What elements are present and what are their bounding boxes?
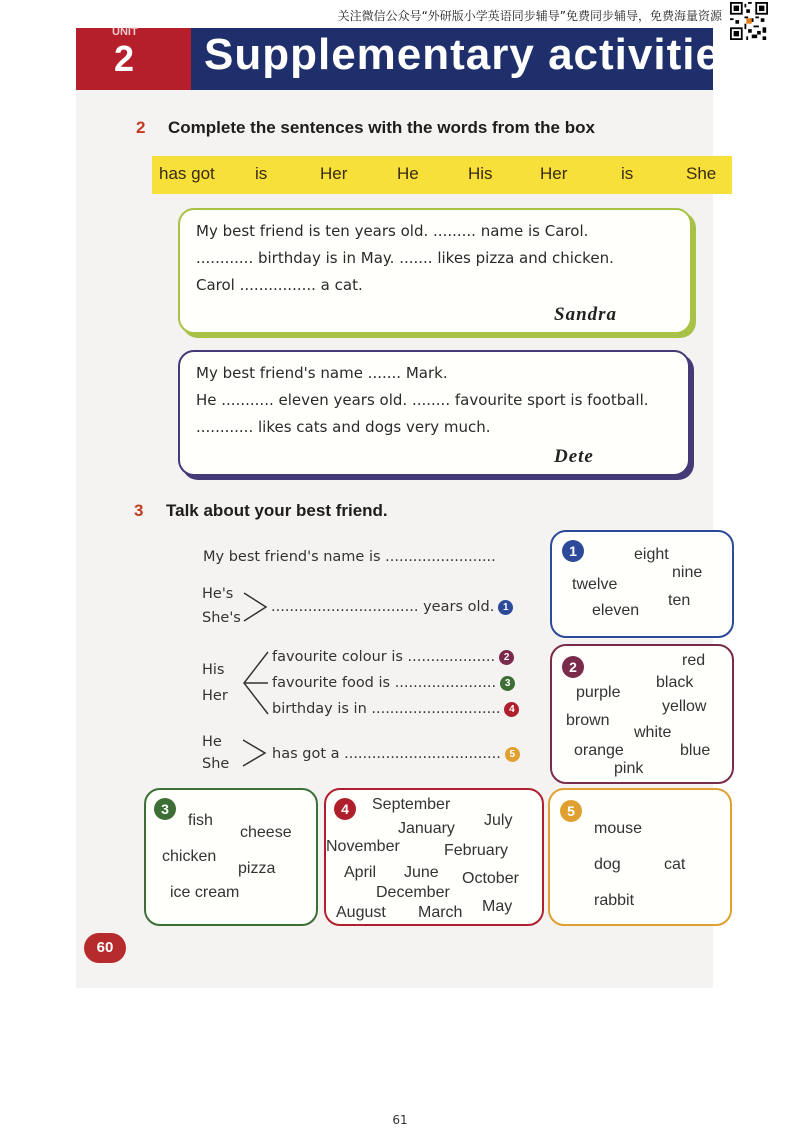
marker-3-icon: 3: [500, 676, 515, 691]
prompt-name: My best friend's name is ........................: [203, 549, 496, 565]
box-word: fish: [188, 812, 213, 829]
box-5-badge: 5: [560, 800, 582, 822]
friend-card-dete: [178, 350, 690, 476]
unit-banner: [76, 26, 747, 90]
card-line: Carol ................ a cat.: [196, 276, 363, 294]
prompt-his: His: [202, 662, 225, 678]
box-3-badge: 3: [154, 798, 176, 820]
box-word: black: [656, 674, 694, 691]
box-word: yellow: [662, 698, 707, 715]
box-word: July: [484, 812, 513, 829]
box-word: chicken: [162, 848, 217, 865]
box-word: twelve: [572, 576, 618, 593]
card-signature: Sandra: [554, 304, 618, 325]
box-word: March: [418, 904, 463, 921]
box-word: December: [376, 884, 450, 901]
friend-card-sandra: [178, 208, 692, 334]
box-3-food: [144, 788, 318, 926]
box-word: mouse: [594, 820, 643, 837]
box-word: rabbit: [594, 892, 635, 909]
box-word: blue: [680, 742, 711, 759]
box-word: nine: [672, 564, 703, 581]
box-word: red: [682, 652, 706, 669]
box-word: April: [344, 864, 377, 881]
card-line: My best friend's name ....... Mark.: [196, 364, 448, 382]
word-box: [152, 156, 732, 194]
box-word: pizza: [238, 860, 276, 877]
marker-5-icon: 5: [505, 747, 520, 762]
word-box-item: Her: [540, 164, 568, 183]
prompt-birthday-text: birthday is in ............................: [272, 701, 501, 717]
bracket-icon: [240, 650, 270, 716]
footer-page-number: 61: [392, 1113, 408, 1127]
card-line: ............ likes cats and dogs very much.: [196, 418, 491, 436]
prompt-has-got: [272, 746, 520, 762]
prompt-colour: [272, 649, 514, 665]
prompt-her: Her: [202, 688, 228, 704]
box-word: white: [634, 724, 672, 741]
prompt-years: [271, 599, 513, 615]
box-word: dog: [594, 856, 621, 873]
box-word: purple: [576, 684, 621, 701]
word-box-item: is: [621, 164, 634, 183]
box-word: eight: [634, 546, 669, 563]
word-box-item: is: [255, 164, 268, 183]
card-line: ............ birthday is in May. ....... likes pizza and chicken.: [196, 249, 614, 267]
box-word: February: [444, 842, 509, 859]
box-1-numbers: [550, 530, 734, 638]
box-word: brown: [566, 712, 610, 729]
section-2-number: 2: [136, 118, 146, 137]
page-number-badge: 60: [84, 933, 126, 963]
card-line: My best friend is ten years old. ......... name is Carol.: [196, 222, 589, 240]
section-3-number: 3: [134, 501, 144, 520]
prompt-years-text: ................................ years old.: [271, 599, 495, 615]
unit-label: UNIT: [112, 26, 138, 38]
box-word: eleven: [592, 602, 640, 619]
box-word: orange: [574, 742, 624, 759]
box-word: October: [462, 870, 519, 887]
marker-1-icon: 1: [498, 600, 513, 615]
card-signature: Dete: [554, 446, 594, 467]
box-word: cheese: [240, 824, 292, 841]
word-box-item: She: [686, 164, 717, 183]
prompt-hes: He's: [202, 586, 234, 602]
word-box-item: Her: [320, 164, 348, 183]
bracket-icon: [242, 591, 270, 625]
box-word: August: [336, 904, 386, 921]
box-2-badge: 2: [562, 656, 584, 678]
bracket-icon: [241, 738, 269, 770]
box-word: September: [372, 796, 451, 813]
word-box-item: His: [468, 164, 493, 183]
marker-4-icon: 4: [504, 702, 519, 717]
box-word: ten: [668, 592, 691, 609]
textbook-page: [76, 26, 747, 988]
page-title: Supplementary activities: [204, 30, 747, 79]
prompt-he: He: [202, 734, 222, 750]
prompt-food-text: favourite food is ......................: [272, 675, 497, 691]
prompt-shes: She's: [202, 610, 241, 626]
box-4-badge: 4: [334, 798, 356, 820]
marker-2-icon: 2: [499, 650, 514, 665]
unit-badge: [76, 28, 191, 90]
prompt-birthday: [272, 701, 519, 717]
section-2-instruction: Complete the sentences with the words from the box: [168, 118, 595, 137]
section-3-instruction: Talk about your best friend.: [166, 501, 388, 520]
box-word: cat: [664, 856, 686, 873]
box-5-animals: [548, 788, 732, 926]
box-2-colours: [550, 644, 734, 784]
prompt-she: She: [202, 756, 230, 772]
prompt-has-got-text: has got a ..................................: [272, 746, 501, 762]
box-word: January: [398, 820, 455, 837]
box-word: ice cream: [170, 884, 240, 901]
box-word: May: [482, 898, 513, 915]
prompt-food: [272, 675, 515, 691]
box-word: June: [404, 864, 439, 881]
word-box-item: has got: [159, 164, 215, 183]
word-box-item: He: [397, 164, 419, 183]
top-strip: [0, 0, 800, 27]
box-4-months: [324, 788, 544, 926]
box-word: November: [326, 838, 400, 855]
card-line: He ........... eleven years old. ........ favourite sport is football.: [196, 391, 649, 409]
box-word: pink: [614, 760, 644, 777]
watermark-text: 关注微信公众号“外研版小学英语同步辅导”免费同步辅导，免费海量资源: [337, 9, 722, 23]
prompt-colour-text: favourite colour is ...................: [272, 649, 496, 665]
box-1-badge: 1: [562, 540, 584, 562]
unit-number: 2: [114, 38, 135, 79]
